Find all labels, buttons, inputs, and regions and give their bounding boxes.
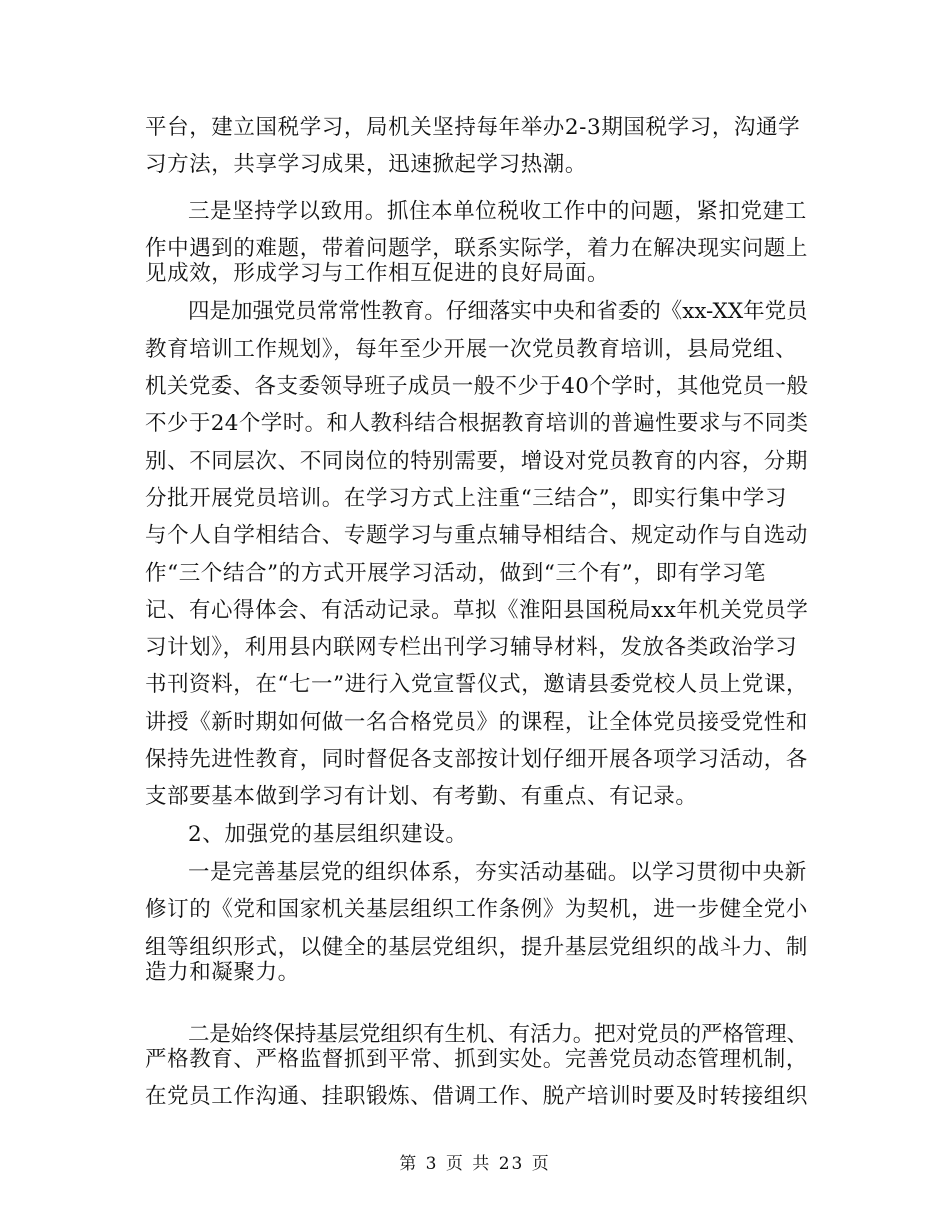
text-line: 三是坚持学以致用。抓住本单位税收工作中的问题，紧扣党建工	[188, 199, 807, 224]
text-line: 讲授《新时期如何做一名合格党员》的课程，让全体党员接受党性和	[145, 710, 809, 735]
text-line: 与个人自学相结合、专题学习与重点辅导相结合、规定动作与自选动	[145, 523, 809, 548]
text-line: 不少于24个学时。和人教科结合根据教育培训的普遍性要求与不同类	[145, 411, 809, 436]
text-line: 一是完善基层党的组织体系，夯实活动基础。以学习贯彻中央新	[188, 860, 807, 885]
text-line: 见成效，形成学习与工作相互促进的良好局面。	[145, 261, 610, 286]
text-line: 分批开展党员培训。在学习方式上注重“三结合”，即实行集中学习	[145, 486, 787, 511]
text-line: 严格教育、严格监督抓到平常、抓到实处。完善党员动态管理机制，	[145, 1047, 809, 1072]
text-line: 修订的《党和国家机关基层组织工作条例》为契机，进一步健全党小	[145, 897, 809, 922]
text-line: 保持先进性教育，同时督促各支部按计划仔细开展各项学习活动，各	[145, 747, 809, 772]
text-line: 在党员工作沟通、挂职锻炼、借调工作、脱产培训时要及时转接组织	[145, 1084, 809, 1109]
text-line: 机关党委、各支委领导班子成员一般不少于40个学时，其他党员一般	[145, 374, 809, 399]
text-line: 习计划》，利用县内联网专栏出刊学习辅导材料，发放各类政治学习	[145, 635, 798, 660]
text-line: 支部要基本做到学习有计划、有考勤、有重点、有记录。	[145, 784, 698, 809]
text-line: 作“三个结合”的方式开展学习活动，做到“三个有”，即有学习笔	[145, 561, 766, 586]
section-heading: 2、加强党的基层组织建设。	[188, 822, 468, 847]
text-line: 平台，建立国税学习，局机关坚持每年举办2-3期国税学习，沟通学	[145, 115, 801, 140]
text-line: 四是加强党员常常性教育。仔细落实中央和省委的《xx-XX年党员	[188, 299, 808, 324]
text-line: 组等组织形式，以健全的基层党组织，提升基层党组织的战斗力、制	[145, 935, 809, 960]
text-line: 记、有心得体会、有活动记录。草拟《淮阳县国税局xx年机关党员学	[145, 598, 809, 623]
text-line: 别、不同层次、不同岗位的特别需要，增设对党员教育的内容，分期	[145, 449, 809, 474]
text-line: 教育培训工作规划》，每年至少开展一次党员教育培训，县局党组、	[145, 337, 798, 362]
page-number-footer: 第 3 页 共 23 页	[399, 1154, 551, 1174]
text-line: 作中遇到的难题，带着问题学，联系实际学，着力在解决现实问题上	[145, 236, 809, 261]
text-line: 习方法，共享学习成果，迅速掀起学习热潮。	[145, 152, 588, 177]
text-line: 书刊资料，在“七一”进行入党宣誓仪式，邀请县委党校人员上党课，	[145, 672, 809, 697]
text-line: 造力和凝聚力。	[145, 960, 300, 985]
text-line: 二是始终保持基层党组织有生机、有活力。把对党员的严格管理、	[188, 1022, 808, 1047]
